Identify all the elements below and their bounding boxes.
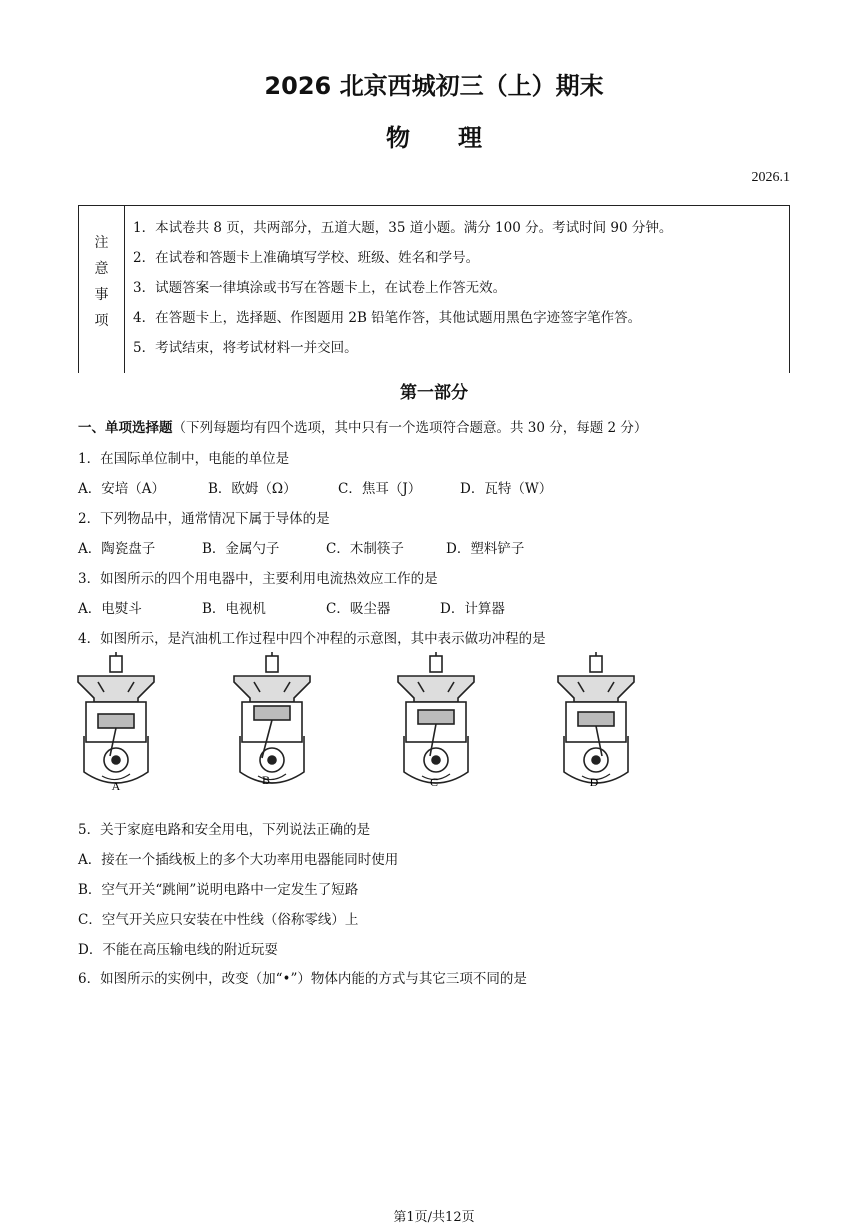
engine-stroke-diagram-b [232,652,312,792]
subject-title: 物理 [386,124,530,152]
exam-title: 2026 北京西城初三（上）期末 [264,72,604,100]
page-number: 第1页/共12页 [393,1210,475,1225]
question-stem: 1．在国际单位制中，电能的单位是 [78,451,290,467]
section-heading [78,416,647,436]
engine-stroke-diagram-a [76,652,156,792]
option: A．接在一个插线板上的多个大功率用电器能同时使用 [78,852,399,868]
section-heading-note: （下列每题均有四个选项，其中只有一个选项符合题意。共 30 分，每题 2 分） [172,420,648,436]
option: B．电视机 [202,601,266,617]
notice-label-char: 意 [94,261,109,277]
option: A．安培（A） [78,481,165,497]
part-title: 第一部分 [400,383,468,403]
engine-stroke-diagram-c [396,652,476,792]
option: D．计算器 [440,601,505,617]
option: C．空气开关应只安装在中性线（俗称零线）上 [78,912,359,928]
question-stem: 3．如图所示的四个用电器中，主要利用电流热效应工作的是 [78,571,438,587]
notice-item: 4．在答题卡上，选择题、作图题用 2B 铅笔作答，其他试题用黑色字迹签字笔作答。 [133,310,642,326]
notice-label-char: 事 [94,287,109,303]
figure-label: A [111,779,121,792]
exam-date: 2026.1 [751,170,790,185]
option: B．空气开关“跳闸”说明电路中一定发生了短路 [78,882,359,898]
option: A．陶瓷盘子 [78,541,156,557]
option: B．欧姆（Ω） [208,481,297,497]
section-heading-label: 一、单项选择题 [78,420,173,436]
figure-label: C [429,775,439,789]
option: C．吸尘器 [326,601,391,617]
notice-item: 3．试题答案一律填涂或书写在答题卡上，在试卷上作答无效。 [133,280,507,296]
option: D．塑料铲子 [446,541,525,557]
question-stem: 5．关于家庭电路和安全用电，下列说法正确的是 [78,822,371,838]
question-stem: 6．如图所示的实例中，改变（加“•”）物体内能的方式与其它三项不同的是 [78,971,527,987]
notice-item: 1．本试卷共 8 页，共两部分，五道大题，35 道小题。满分 100 分。考试时间 90 分钟。 [133,220,673,236]
notice-box [78,205,790,373]
option: D．瓦特（W） [460,481,553,497]
notice-label-char: 注 [94,235,109,251]
figure-label: D [589,775,599,789]
notice-label [79,206,125,373]
notice-item: 2．在试卷和答题卡上准确填写学校、班级、姓名和学号。 [133,250,480,266]
option: C．焦耳（J） [338,481,422,497]
option: A．电熨斗 [78,601,142,617]
option: D．不能在高压输电线的附近玩耍 [78,942,278,958]
option: C．木制筷子 [326,541,404,557]
question-stem: 4．如图所示，是汽油机工作过程中四个冲程的示意图，其中表示做功冲程的是 [78,631,546,647]
notice-label-char: 项 [94,313,109,329]
question-stem: 2．下列物品中，通常情况下属于导体的是 [78,511,330,527]
figure-label: B [261,773,271,787]
option: B．金属勺子 [202,541,280,557]
engine-stroke-diagram-d [556,652,636,792]
notice-item: 5．考试结束，将考试材料一并交回。 [133,340,358,356]
